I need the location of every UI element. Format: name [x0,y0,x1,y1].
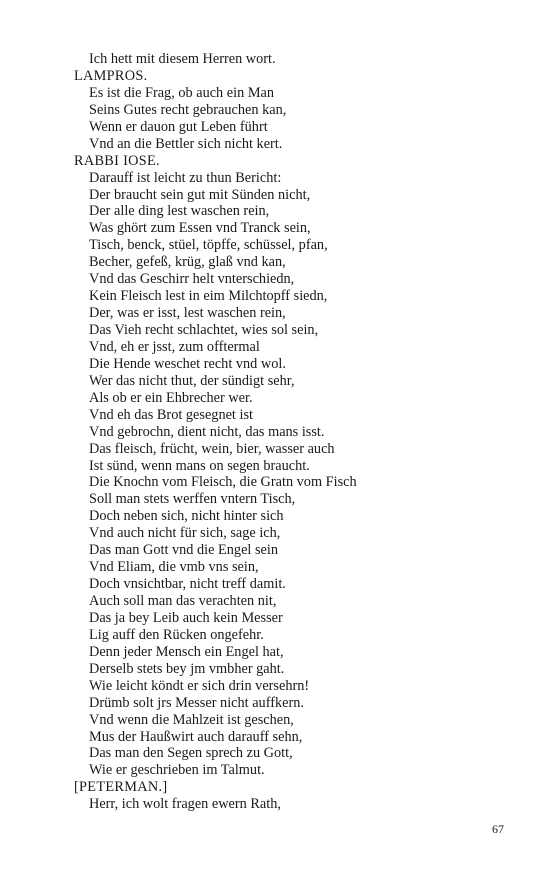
verse-line: Wie leicht köndt er sich drin versehrn! [89,677,310,694]
speaker-name: [PETERMAN.] [74,779,168,796]
verse-line: Vnd eh das Brot gesegnet ist [89,406,253,423]
verse-line: Was ghört zum Essen vnd Tranck sein, [89,220,311,237]
verse-line: Es ist die Frag, ob auch ein Man [89,84,275,101]
verse-line: Seins Gutes recht gebrauchen kan, [89,101,287,118]
page-number: 67 [492,822,504,836]
verse-line: Doch vnsichtbar, nicht treff damit. [89,576,286,593]
verse-line: Als ob er ein Ehbrecher wer. [89,389,253,406]
verse-line: Ich hett mit diesem Herren wort. [89,51,276,67]
verse-line: Drümb solt jrs Messer nicht auffkern. [89,694,304,711]
verse-line: Vnd wenn die Mahlzeit ist geschen, [89,711,294,728]
speaker-name: RABBI IOSE. [74,152,160,169]
speaker-name: LAMPROS. [74,67,148,84]
verse-line: Der, was er isst, lest waschen rein, [89,305,286,322]
verse-line: Tisch, benck, stüel, töpffe, schüssel, pfan, [89,237,328,254]
verse-line: Soll man stets werffen vntern Tisch, [89,491,296,508]
verse-line: Darauff ist leicht zu thun Bericht: [89,169,282,186]
verse-line: Die Knochn vom Fleisch, die Gratn vom Fisch [89,474,357,491]
verse-line: Die Hende weschet recht vnd wol. [89,355,286,372]
verse-line: Derselb stets bey jm vmbher gaht. [89,660,285,677]
verse-line: Das ja bey Leib auch kein Messer [89,609,283,626]
text-block [74,51,514,813]
verse-line: Doch neben sich, nicht hinter sich [89,508,284,525]
verse-line: Mus der Haußwirt auch darauff sehn, [89,728,303,745]
verse-line: Denn jeder Mensch ein Engel hat, [89,643,284,660]
verse-line: Das man den Segen sprech zu Gott, [89,745,293,762]
verse-line: Der alle ding lest waschen rein, [89,203,270,220]
verse-line: Vnd gebrochn, dient nicht, das mans isst. [89,423,325,440]
verse-line: Auch soll man das verachten nit, [89,593,277,609]
verse-line: Wie er geschrieben im Talmut. [89,762,265,779]
verse-line: Vnd, eh er jsst, zum offtermal [89,338,260,355]
verse-line: Lig auff den Rücken ongefehr. [89,626,264,643]
verse-line: Der braucht sein gut mit Sünden nicht, [89,186,311,203]
verse-line: Vnd das Geschirr helt vnterschiedn, [89,271,295,288]
verse-line: Das fleisch, frücht, wein, bier, wasser auch [89,440,335,457]
verse-line: Das man Gott vnd die Engel sein [89,542,279,559]
verse-line: Herr, ich wolt fragen ewern Rath, [89,796,281,813]
verse-line: Vnd Eliam, die vmb vns sein, [89,559,259,576]
verse-line: Das Vieh recht schlachtet, wies sol sein, [89,322,319,338]
verse-line: Kein Fleisch lest in eim Milchtopff siedn, [89,288,328,305]
verse-line: Wer das nicht thut, der sündigt sehr, [89,372,295,389]
verse-line: Becher, gefeß, krüg, glaß vnd kan, [89,254,286,271]
verse-line: Wenn er dauon gut Leben führt [89,118,268,135]
verse-line: Ist sünd, wenn mans on segen braucht. [89,457,310,474]
verse-line: Vnd an die Bettler sich nicht kert. [89,135,283,152]
verse-line: Vnd auch nicht für sich, sage ich, [89,525,281,542]
